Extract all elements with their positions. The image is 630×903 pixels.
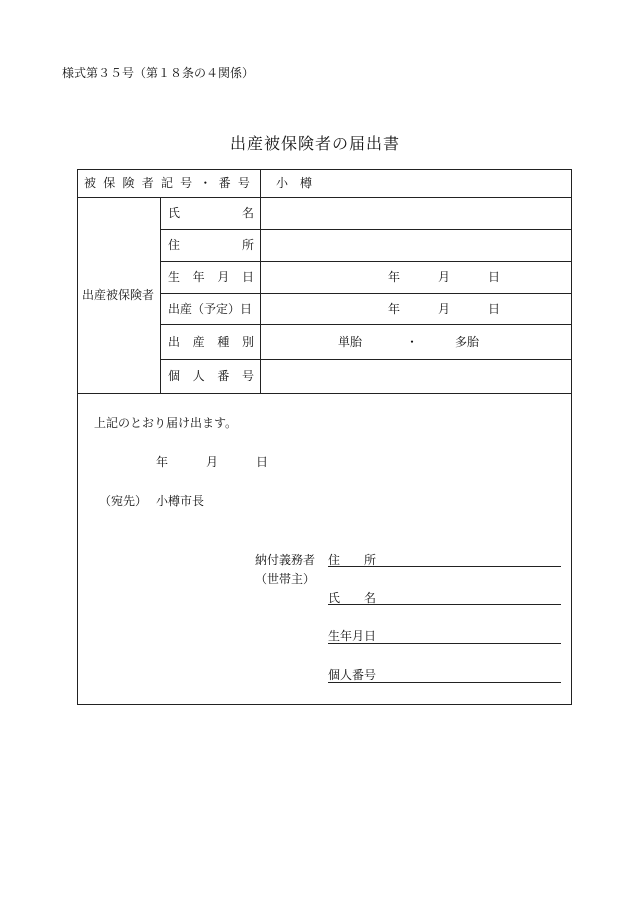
multiple-birth-option[interactable]: 多胎: [455, 335, 480, 349]
name-field[interactable]: [261, 198, 571, 228]
payer-personal-number-line[interactable]: [328, 682, 561, 683]
delivery-year: 年: [388, 302, 401, 316]
insurer-number-label: 被 保 険 者 記 号 ・ 番 号: [84, 176, 250, 190]
form-number: 様式第３５号（第１８条の４関係）: [62, 66, 255, 80]
date-year: 年: [156, 455, 169, 469]
payer-birthdate-label: 生年月日: [328, 629, 377, 643]
payer-address-label: 住 所: [328, 553, 377, 567]
address-label: 住 所: [168, 238, 254, 252]
delivery-month: 月: [438, 302, 451, 316]
document-title: 出産被保険者の届出書: [229, 134, 400, 153]
birth-type-label: 出 産 種 別: [168, 335, 254, 349]
addressee-label: （宛先）: [99, 494, 148, 508]
delivery-day: 日: [488, 302, 501, 316]
table-divider: [160, 197, 161, 393]
payer-personal-number-label: 個人番号: [328, 668, 377, 682]
table-divider: [160, 324, 572, 325]
birthdate-day: 日: [488, 270, 501, 284]
payer-birthdate-line[interactable]: [328, 643, 561, 644]
personal-number-label: 個 人 番 号: [168, 369, 254, 383]
name-label: 氏 名: [168, 206, 254, 220]
table-divider: [77, 393, 572, 394]
payer-sub-label: （世帯主）: [255, 572, 316, 586]
date-day: 日: [256, 455, 269, 469]
insurer-number-value: 小 樽: [276, 176, 313, 190]
table-divider: [160, 293, 572, 294]
submission-statement: 上記のとおり届け出ます。: [94, 416, 238, 430]
payer-name-line[interactable]: [328, 604, 561, 605]
insured-section-label: 出産被保険者: [82, 288, 155, 302]
payer-address-line[interactable]: [328, 566, 561, 567]
delivery-date-label: 出産（予定）日: [168, 302, 253, 316]
birthdate-label: 生 年 月 日: [168, 270, 254, 284]
table-divider: [160, 261, 572, 262]
date-month: 月: [206, 455, 219, 469]
birthdate-month: 月: [438, 270, 451, 284]
birthdate-year: 年: [388, 270, 401, 284]
option-separator: ・: [406, 335, 419, 349]
payer-name-label: 氏 名: [328, 591, 377, 605]
addressee: 小樽市長: [156, 494, 205, 508]
single-birth-option[interactable]: 単胎: [338, 335, 363, 349]
address-field[interactable]: [261, 230, 571, 260]
personal-number-field[interactable]: [261, 360, 571, 392]
payer-label: 納付義務者: [255, 553, 316, 567]
